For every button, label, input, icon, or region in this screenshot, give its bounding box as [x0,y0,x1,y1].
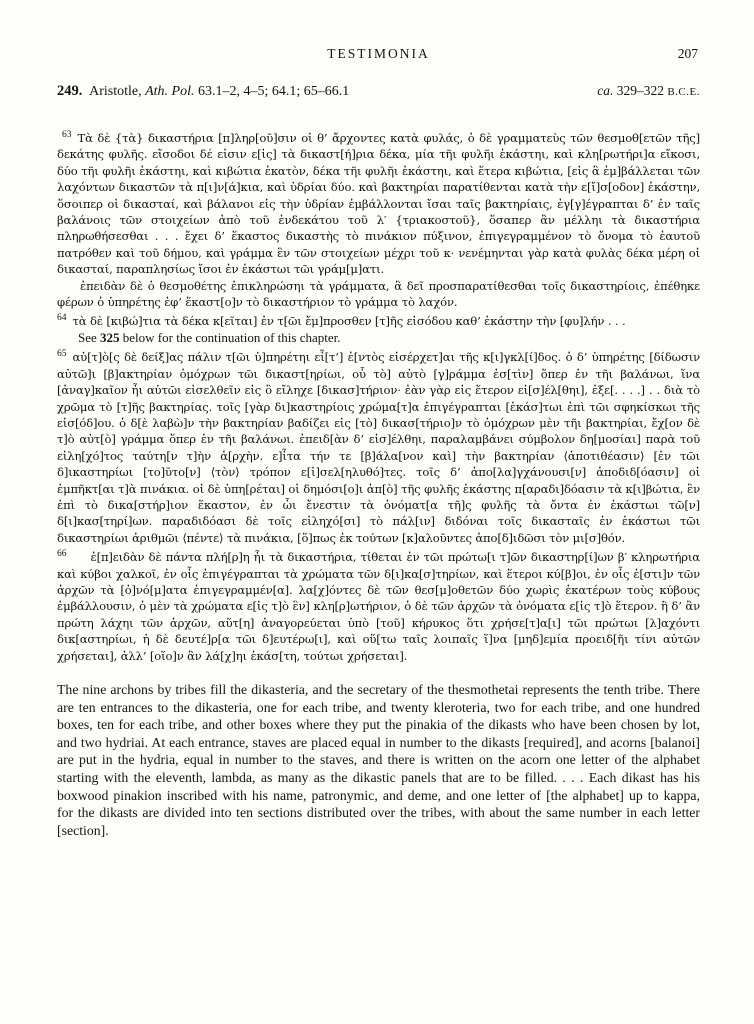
section-number-65: 65 [57,349,67,360]
greek-text-block [57,127,700,664]
note-text-post: below for the continuation of this chapter. [119,329,341,345]
entry-citation-line [57,83,700,100]
english-translation: The nine archons by tribes fill the dikasteria, and the secretary of the thesmothetai represents the tenth tribe. There are ten entrances to the dikasteria, one for each tribe, and twenty kleroteria, two for each tribe, and one hundred boxes, ten for each tribe, and other boxes where they put the pinakia of the dikasts who have been chosen by lot, and two hydriai. At each entrance, staves are placed equal in number to the dikasts [required], and acorns [balanoi] are put in the hydria, equal in number to the staves, and there is written on the acorn one letter of the alphabet starting with the eleventh, lambda, as many as the dikastic panels that are to be filled. . . . Each dikast has his boxwood pinakion inscribed with his name, patronymic, and deme, and one letter of [the alphabet] up to kappa, for the dikasts are divided into ten sections distributed over the tribes, with about the same number in each letter [section]. [57,682,700,838]
greek-section-63 [57,127,700,278]
entry-citation [57,83,349,100]
greek-section-64 [57,310,700,329]
running-head: TESTIMONIA [327,46,430,61]
greek-passage-63: Τὰ δὲ {τὰ} δικαστήρια [π]ληρ[οῦ]σιν οἱ θ’ ἄρχοντες κατὰ φυλάς, ὁ δὲ γραμματεὺς τῶν θεσμοθ[ετῶν τῆς] δεκάτης φυλῆς. εἴσοδοι δέ εἰσιν ε[ἰς] τὰ δικαστ[ή]ρια δέκα, μία τῆι φυλῆι ἑκάστηι, καὶ κλη[ρωτήρι]α εἴκοσι, δύο τῆι φυλῆι ἑκάστηι, καὶ κιβώτια ἑκατὸν, δέκα τῆι φυλῆι ἑκάστηι, καὶ ἕτερα κιβώτια, [εἰς ἃ ἐμ]βάλλεται τῶν λαχόντων δικαστῶν τὰ π[ι]ν[ά]κια, καὶ ὑδρίαι δύο. καὶ βακτηρίαι παρατίθενται κατὰ τὴν ε[ἴ]σ[οδον] ἑκάστην, ὅσοιπερ οἱ δικασταί, καὶ βάλανοι εἰς τὴν ὑδρίαν ἐμβάλλονται ἴσαι ταῖς βακτηρίαις, ἐγ[γ]έγραπται δ’ ἐν ταῖς βαλάνοις τῶν στοιχείων ἀπὸ τοῦ ἑνδεκάτου τοῦ λ′ {τριακοστοῦ}, ὅσαπερ ἂν μέλληι τὰ δικαστήρια πληρωθήσεσθαι . . . ἔχει δ’ ἕκαστος δικαστὴς τὸ πινάκιον πύξινον, ἐπιγεγραμμένον τὸ ὄνομα τὸ ἑαυτοῦ πατρόθεν καὶ τοῦ δήμου, καὶ γράμμα ἓν τῶν στοιχείων μέχρι τοῦ κ· νενέμηνται γὰρ κατὰ φυλὰς δέκα μέρη οἱ δικασταί, παραπλησίως ἴσοι ἐν ἑκάστωι τῶι γράμ[μ]ατι. [57,131,700,277]
entry-passage-refs: 63.1–2, 4–5; 64.1; 65–66.1 [198,84,350,99]
note-reference-number: 325 [100,329,120,345]
greek-passage-65: αὐ[τ]ὸ[ς δὲ δείξ]ας πάλιν τ[ῶι ὑ]πηρέτηι εἶ[τ’] ἐ[ντὸς εἰσέρχετ]αι τῆς κ[ι]γκλ[ί]δος. ὁ δ’ ὑπηρέτης [δίδωσιν αὐτῶ]ι [β]ακτηρίαν ὁμόχρων τῶι δικαστ[ηρίωι, οὗ τὸ] αὐτὸ [γ]ράμμα ἐσ[τὶν] ὅπερ ἐν τῆι βαλάνωι, ἵνα [ἀναγ]καῖον ἦι αὐτῶι εἰσελθεῖν εἰς ὃ εἴληχε [δικασ]τήριον· ἐὰν γὰρ εἰς ἕτερον εἰ[σ]έλ[θηι], ἐξε[. . . .] . . διὰ τὸ χρῶμα τὸ [τ]ῆς βακτηρίας. τοῖς [γὰρ δι]καστηρίοις χρώμα[τ]α ἐπιγέγραπται [ἑκάσ]τωι ἐπὶ τῶι σφηκίσκωι τῆς εἰσ[όδ]ου. ὁ δ[ὲ λαβὼ]ν τὴν βακτηρίαν βαδίζει εἰς [τὸ] δικασ[τήριο]ν τὸ ὁμόχρων μὲν τῆι βακτηρίαι, ἔχ[ον δὲ τ]ὸ αὐτ[ὸ] γράμμα ὅπερ ἐν τῆι βαλάνωι. ἐπειδ[ὰν δ’ εἰσ]έλθηι, παραλαμβάνει σύμβολον δη[μοσίαι] παρὰ τοῦ εἰλη[χό]τος ταύτη[ν τ]ὴν ἀ[ρχὴν. ε]ἶτα τήν τε [β]άλα[νον καὶ] τὴν βακτηρίαν ⟨ἀποτιθέασιν⟩ [ἐν τῶι δ]ικαστηρίωι [το]ῦτο[ν] ⟨τὸν⟩ τρόπον ε[ἰ]σελ[ηλυθό]τες. τοῖς δ’ ἀπο[λα]γχάνουσι[ν] ἀποδιδ[όασιν] οἱ ἐμπῆκτ[αι τ]ὰ πινάκια. οἱ δὲ ὑπη[ρέται] οἱ δημόσι[ο]ι ἀπ[ὸ] τῆς φυλῆς ἑκάστης π[αραδι]δόασιν τὰ κ[ι]βώτια, ἓν ἐπὶ τὸ δικα[στήρ]ιον ἕκαστον, ἐν ὧι ἔνεστιν τὰ ὀνόματ[α τῆ]ς φυλῆς τὰ ὄντα ἐν ἑκάστωι τῶ[ν] δ[ι]κασ[τηρί]ων. παραδιδόασι δὲ τοῖς εἰληχό[σι] τὸ πάλ[ιν] διδόναι τοῖς δικασταῖς ἐν ἑκάστωι τῶι δικαστηρίωι ἀριθμῶι ⟨πέντε⟩ τὰ πινάκια, [ὅ]πως ἐκ τούτων [κ]αλοῦντες ἀπο[δ]ιδῶσι τὸν μι[σ]θόν. [57,350,700,545]
note-text-pre: See [78,329,101,345]
page-header [57,46,700,62]
greek-passage-64: τὰ δὲ [κιβώ]τια τὰ δέκα κ[εῖται] ἐν τ[ῶι ἔμ]προσθεν [τ]ῆς εἰσόδου καθ’ ἑκάστην τὴν [φυ]λήν . . . [72,314,626,329]
entry-date-years: 329–322 [616,83,664,98]
entry-date-era: B.C.E. [667,86,700,98]
section-number-64: 64 [57,313,67,324]
greek-section-65 [57,346,700,546]
section-number-63: 63 [62,130,72,140]
entry-date [597,83,700,99]
entry-number: 249. [57,83,83,99]
greek-passage-63b: ἐπειδὰν δὲ ὁ θεσμοθέτης ἐπικληρώσηι τὰ γράμματα, ἃ δεῖ προσπαρατίθεσθαι τοῖς δικαστηρίοις, ἐπέθηκε φέρων ὁ ὑπηρέτης ἐφ’ ἕκαστ[ο]ν τὸ δικαστήριον τὸ γράμμα τὸ λαχόν. [57,278,700,310]
entry-date-circa: ca. [597,83,614,98]
entry-work-title: Ath. Pol. [145,84,195,99]
editorial-cross-reference [57,330,700,346]
entry-author: Aristotle, [89,84,142,99]
page-number: 207 [677,46,698,61]
greek-section-63-paragraph-2 [57,278,700,311]
section-number-66: 66 [57,549,67,560]
greek-passage-66: ἐ[π]ειδὰν δὲ πάντα πλή[ρ]η ἦι τὰ δικαστήρια, τίθεται ἐν τῶι πρώτω[ι τ]ῶν δικαστηρ[ί]ων β′ κληρωτήρια καὶ κύβοι χαλκοῖ, ἐν οἷς ἐπιγέγραπται τὰ χρώματα τῶν δ[ι]κα[σ]τηρίων, καὶ ἕτεροι κύ[β]οι, ἐν οἷς ἐ[στι]ν τῶν ἀρχῶν τὰ [ὀ]νό[μ]ατα ἐπιγεγραμμέν[α]. λα[χ]όντες δὲ τῶν θεσ[μ]οθετῶν δύο χωρὶς ἑκατέρων τοὺς κύβους ἐμβάλλουσιν, ὁ μὲν τὰ χρώματα ε[ἰς τ]ὸ ἓν] κλη[ρ]ωτήριον, ὁ δὲ τῶν ἀρχῶν τὰ ὀνόματα ε[ἰς τ]ὸ ἕτερον. ἣ δ’ ἂν πρώτη λάχηι τῶν ἀρχῶν, αὕτ[η] ἀναγορεύεται ὑπὸ [τοῦ] κήρυκος ὅτι χρήσε[τ]α[ι] τῶι πρώτωι [λ]αχόντι δικ[αστηρίωι, ἡ δὲ δευτέ]ρ[α τῶι δ]ευτέρω[ι], καὶ οὕ[τω ταῖς λοιπαῖς ἵ]να [μηδ]εμία προειδ[ῆι τίνι αὐτῶν χρήσεται], ἀλλ’ [οἵο]ν ἂν λά[χ]ηι ἑκάσ[τη, τούτωι χρήσεται]. [57,550,700,663]
greek-section-66 [57,546,700,664]
